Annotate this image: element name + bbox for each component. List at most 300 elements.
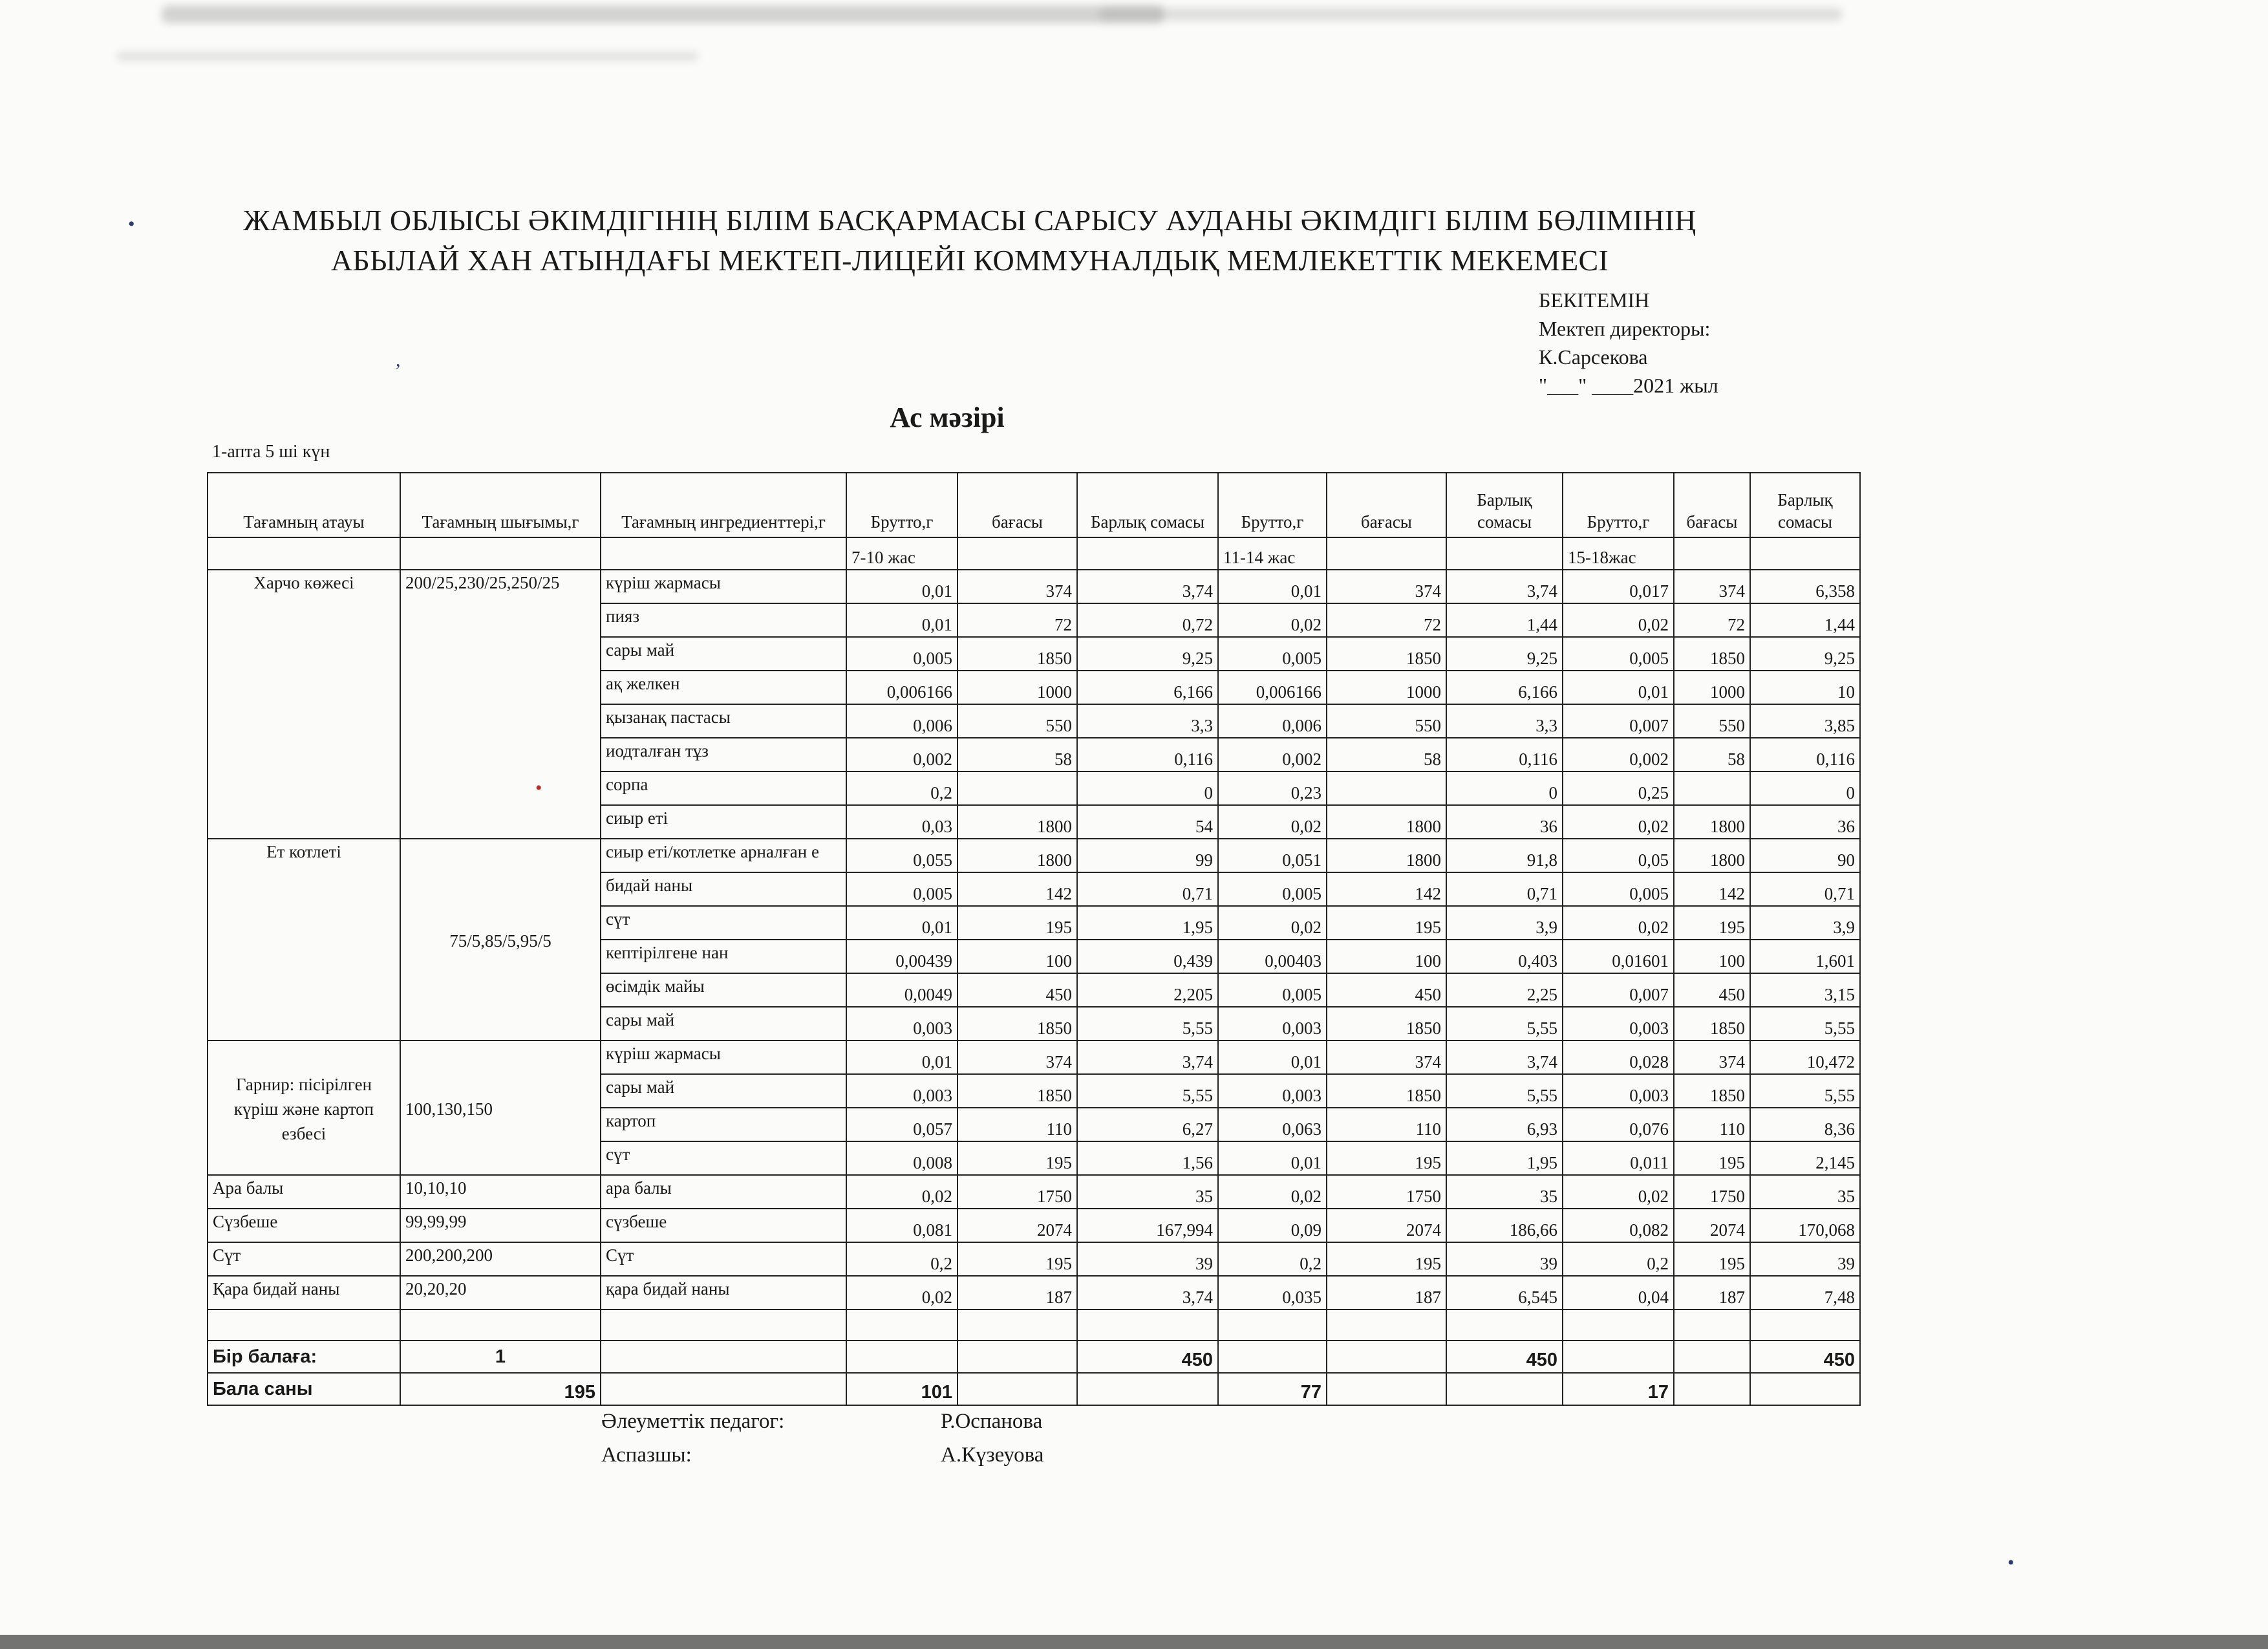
value-cell: 187 bbox=[957, 1276, 1077, 1310]
value-cell: 91,8 bbox=[1446, 839, 1563, 872]
age-group-row bbox=[208, 537, 1860, 570]
empty-cell bbox=[1327, 1373, 1446, 1405]
signatures bbox=[601, 1405, 1043, 1472]
empty-cell bbox=[1674, 1341, 1750, 1373]
empty-cell bbox=[1563, 1310, 1674, 1341]
value-cell: 0,005 bbox=[1218, 637, 1327, 671]
value-cell: 3,74 bbox=[1077, 1276, 1218, 1310]
value-cell: 0,04 bbox=[1563, 1276, 1674, 1310]
value-cell: 1,95 bbox=[1446, 1141, 1563, 1175]
value-cell: 0,005 bbox=[846, 637, 957, 671]
ingredient-name: кептірілгене нан bbox=[601, 940, 846, 973]
table-row bbox=[208, 1040, 1860, 1074]
signature-role: Аспазшы: bbox=[601, 1443, 692, 1467]
value-cell: 5,55 bbox=[1750, 1074, 1860, 1108]
value-cell: 0,403 bbox=[1446, 940, 1563, 973]
value-cell: 374 bbox=[957, 1040, 1077, 1074]
value-cell: 5,55 bbox=[1077, 1007, 1218, 1040]
value-cell: 0,2 bbox=[1218, 1242, 1327, 1276]
value-cell: 6,27 bbox=[1077, 1108, 1218, 1141]
value-cell: 0,028 bbox=[1563, 1040, 1674, 1074]
value-cell: 7,48 bbox=[1750, 1276, 1860, 1310]
value-cell: 0,0049 bbox=[846, 973, 957, 1007]
empty-cell bbox=[957, 1310, 1077, 1341]
signature-role: Әлеуметтік педагог: bbox=[601, 1410, 785, 1433]
value-cell: 0,02 bbox=[1218, 1175, 1327, 1209]
empty-cell bbox=[208, 1310, 400, 1341]
empty-cell bbox=[1077, 1373, 1218, 1405]
value-cell: 0,017 bbox=[1563, 570, 1674, 603]
dish-name: Сүзбеше bbox=[208, 1209, 400, 1242]
value-cell: 3,15 bbox=[1750, 973, 1860, 1007]
value-cell: 1850 bbox=[957, 637, 1077, 671]
value-cell: 450 bbox=[1327, 973, 1446, 1007]
value-cell: 0 bbox=[1446, 771, 1563, 805]
value-cell: 1750 bbox=[957, 1175, 1077, 1209]
value-cell: 0,05 bbox=[1563, 839, 1674, 872]
value-cell: 6,358 bbox=[1750, 570, 1860, 603]
dish-name: Гарнир: пісірілген күріш және картоп езбесі bbox=[208, 1040, 400, 1175]
value-cell: 0,03 bbox=[846, 805, 957, 839]
value-cell: 0,02 bbox=[846, 1276, 957, 1310]
value-cell: 0,01 bbox=[1218, 570, 1327, 603]
value-cell: 0,2 bbox=[846, 1242, 957, 1276]
value-cell: 0,02 bbox=[1218, 906, 1327, 940]
empty-cell bbox=[400, 1310, 601, 1341]
empty-cell bbox=[1218, 1310, 1327, 1341]
empty-cell bbox=[601, 1373, 846, 1405]
empty-cell bbox=[601, 537, 846, 570]
value-cell: 0,116 bbox=[1446, 738, 1563, 771]
value-cell: 6,93 bbox=[1446, 1108, 1563, 1141]
empty-cell bbox=[1750, 1373, 1860, 1405]
column-header: бағасы bbox=[1327, 473, 1446, 537]
value-cell: 10 bbox=[1750, 671, 1860, 704]
value-cell: 36 bbox=[1446, 805, 1563, 839]
scan-smudge-top-3 bbox=[1099, 8, 1843, 21]
table-row bbox=[208, 570, 1860, 603]
value-cell: 0,71 bbox=[1750, 872, 1860, 906]
value-cell: 58 bbox=[1327, 738, 1446, 771]
value-cell: 3,3 bbox=[1077, 704, 1218, 738]
value-cell: 100 bbox=[1327, 940, 1446, 973]
value-cell: 0,01 bbox=[846, 906, 957, 940]
child-count-group: 101 bbox=[846, 1373, 957, 1405]
menu-table bbox=[207, 472, 1861, 1406]
table-row bbox=[208, 1209, 1860, 1242]
value-cell: 450 bbox=[1674, 973, 1750, 1007]
value-cell: 142 bbox=[957, 872, 1077, 906]
signature-row bbox=[601, 1438, 1043, 1472]
empty-cell bbox=[1446, 1373, 1563, 1405]
value-cell: 9,25 bbox=[1750, 637, 1860, 671]
value-cell: 1800 bbox=[1327, 805, 1446, 839]
value-cell: 1850 bbox=[1327, 637, 1446, 671]
value-cell: 5,55 bbox=[1077, 1074, 1218, 1108]
ingredient-name: сорпа bbox=[601, 771, 846, 805]
value-cell: 1850 bbox=[1327, 1007, 1446, 1040]
ingredient-name: сары май bbox=[601, 1074, 846, 1108]
value-cell: 0,035 bbox=[1218, 1276, 1327, 1310]
value-cell: 0,02 bbox=[1563, 603, 1674, 637]
value-cell: 0,01601 bbox=[1563, 940, 1674, 973]
ingredient-name: сүт bbox=[601, 1141, 846, 1175]
value-cell: 90 bbox=[1750, 839, 1860, 872]
approval-heading: БЕКІТЕМІН bbox=[1539, 288, 1650, 312]
per-child-row bbox=[208, 1341, 1860, 1373]
value-cell: 3,85 bbox=[1750, 704, 1860, 738]
value-cell: 1000 bbox=[1674, 671, 1750, 704]
menu-table-body bbox=[208, 473, 1860, 1405]
column-header: Барлық сомасы bbox=[1750, 473, 1860, 537]
value-cell: 550 bbox=[1674, 704, 1750, 738]
column-header: Брутто,г bbox=[846, 473, 957, 537]
value-cell: 0,005 bbox=[1563, 872, 1674, 906]
value-cell: 0,055 bbox=[846, 839, 957, 872]
value-cell: 9,25 bbox=[1077, 637, 1218, 671]
ingredient-name: пияз bbox=[601, 603, 846, 637]
value-cell: 142 bbox=[1674, 872, 1750, 906]
value-cell: 0,002 bbox=[846, 738, 957, 771]
empty-cell bbox=[1750, 1310, 1860, 1341]
child-count-label: Бала саны bbox=[208, 1373, 400, 1405]
dish-yield: 75/5,85/5,95/5 bbox=[400, 839, 601, 1040]
child-count-group: 77 bbox=[1218, 1373, 1327, 1405]
empty-cell bbox=[846, 1341, 957, 1373]
value-cell: 0,006 bbox=[1218, 704, 1327, 738]
table-row bbox=[208, 1276, 1860, 1310]
approval-date: "___" ____2021 жыл bbox=[1539, 374, 1718, 397]
value-cell: 0,02 bbox=[846, 1175, 957, 1209]
value-cell: 110 bbox=[957, 1108, 1077, 1141]
value-cell: 1,44 bbox=[1446, 603, 1563, 637]
value-cell: 0,02 bbox=[1563, 805, 1674, 839]
dish-yield: 100,130,150 bbox=[400, 1040, 601, 1175]
value-cell: 1000 bbox=[957, 671, 1077, 704]
signature-row bbox=[601, 1405, 1043, 1438]
approval-position: Мектеп директоры: bbox=[1539, 317, 1711, 340]
empty-cell bbox=[1563, 1341, 1674, 1373]
table-row bbox=[208, 839, 1860, 872]
column-header: Барлық сомасы bbox=[1446, 473, 1563, 537]
empty-cell bbox=[400, 537, 601, 570]
menu-title: Ас мәзірі bbox=[890, 402, 1005, 433]
value-cell: 0,003 bbox=[846, 1074, 957, 1108]
value-cell: 0,003 bbox=[1218, 1074, 1327, 1108]
value-cell: 0,02 bbox=[1218, 603, 1327, 637]
empty-cell bbox=[1327, 1310, 1446, 1341]
ingredient-name: ақ желкен bbox=[601, 671, 846, 704]
value-cell: 1800 bbox=[1674, 839, 1750, 872]
value-cell: 550 bbox=[957, 704, 1077, 738]
value-cell: 195 bbox=[1327, 1242, 1446, 1276]
value-cell: 2074 bbox=[1327, 1209, 1446, 1242]
ingredient-name: сары май bbox=[601, 1007, 846, 1040]
empty-cell bbox=[1218, 1341, 1327, 1373]
value-cell: 0,063 bbox=[1218, 1108, 1327, 1141]
signature-name: А.Күзеуова bbox=[941, 1443, 1044, 1467]
ingredient-name: Сүт bbox=[601, 1242, 846, 1276]
value-cell: 0,02 bbox=[1563, 906, 1674, 940]
scan-smudge-top-2 bbox=[116, 52, 698, 61]
empty-cell bbox=[1674, 537, 1750, 570]
value-cell: 195 bbox=[1674, 1242, 1750, 1276]
column-header: Брутто,г bbox=[1563, 473, 1674, 537]
value-cell: 0,02 bbox=[1218, 805, 1327, 839]
empty-cell bbox=[601, 1310, 846, 1341]
value-cell: 110 bbox=[1674, 1108, 1750, 1141]
empty-cell bbox=[1446, 1310, 1563, 1341]
child-count-total: 195 bbox=[400, 1373, 601, 1405]
week-label: 1-апта 5 ші күн bbox=[212, 442, 330, 462]
value-cell: 0,003 bbox=[1218, 1007, 1327, 1040]
value-cell: 72 bbox=[1674, 603, 1750, 637]
value-cell: 1800 bbox=[1327, 839, 1446, 872]
dish-yield: 200/25,230/25,250/25 bbox=[400, 570, 601, 839]
empty-cell bbox=[957, 537, 1077, 570]
value-cell: 1,56 bbox=[1077, 1141, 1218, 1175]
scan-smudge-top bbox=[162, 5, 1164, 23]
value-cell: 0,005 bbox=[1218, 973, 1327, 1007]
column-header: бағасы bbox=[1674, 473, 1750, 537]
approval-block bbox=[1539, 286, 1862, 400]
column-header: бағасы bbox=[957, 473, 1077, 537]
value-cell: 0,01 bbox=[846, 603, 957, 637]
value-cell: 2,205 bbox=[1077, 973, 1218, 1007]
value-cell: 0,057 bbox=[846, 1108, 957, 1141]
empty-cell bbox=[1674, 1373, 1750, 1405]
value-cell: 0,003 bbox=[1563, 1074, 1674, 1108]
value-cell: 6,166 bbox=[1446, 671, 1563, 704]
column-header: Тағамның атауы bbox=[208, 473, 400, 537]
value-cell: 10,472 bbox=[1750, 1040, 1860, 1074]
dish-yield: 10,10,10 bbox=[400, 1175, 601, 1209]
value-cell: 6,545 bbox=[1446, 1276, 1563, 1310]
value-cell: 0,439 bbox=[1077, 940, 1218, 973]
value-cell: 0,71 bbox=[1077, 872, 1218, 906]
scan-mark: • bbox=[128, 213, 135, 235]
value-cell: 1,95 bbox=[1077, 906, 1218, 940]
value-cell: 6,166 bbox=[1077, 671, 1218, 704]
ingredient-name: күріш жармасы bbox=[601, 570, 846, 603]
value-cell bbox=[1674, 771, 1750, 805]
value-cell: 5,55 bbox=[1446, 1074, 1563, 1108]
scan-bottom-edge bbox=[0, 1635, 2268, 1649]
value-cell: 3,9 bbox=[1750, 906, 1860, 940]
value-cell: 3,3 bbox=[1446, 704, 1563, 738]
value-cell: 2,145 bbox=[1750, 1141, 1860, 1175]
value-cell: 100 bbox=[957, 940, 1077, 973]
empty-cell bbox=[1750, 537, 1860, 570]
child-count-group: 17 bbox=[1563, 1373, 1674, 1405]
value-cell: 0,01 bbox=[1563, 671, 1674, 704]
value-cell: 0,116 bbox=[1750, 738, 1860, 771]
value-cell: 0,02 bbox=[1563, 1175, 1674, 1209]
value-cell: 170,068 bbox=[1750, 1209, 1860, 1242]
value-cell: 195 bbox=[1674, 906, 1750, 940]
value-cell: 374 bbox=[957, 570, 1077, 603]
value-cell: 195 bbox=[1327, 1141, 1446, 1175]
signature-name: Р.Оспанова bbox=[941, 1410, 1043, 1433]
value-cell: 0 bbox=[1077, 771, 1218, 805]
value-cell: 0,72 bbox=[1077, 603, 1218, 637]
dish-name: Ет котлеті bbox=[208, 839, 400, 1040]
ingredient-name: сиыр еті/котлетке арналған е bbox=[601, 839, 846, 872]
value-cell: 0,082 bbox=[1563, 1209, 1674, 1242]
column-header: Брутто,г bbox=[1218, 473, 1327, 537]
value-cell: 8,36 bbox=[1750, 1108, 1860, 1141]
value-cell: 450 bbox=[957, 973, 1077, 1007]
total-cell: 450 bbox=[1750, 1341, 1860, 1373]
ingredient-name: күріш жармасы bbox=[601, 1040, 846, 1074]
empty-cell bbox=[601, 1341, 846, 1373]
ingredient-name: ара балы bbox=[601, 1175, 846, 1209]
value-cell: 1850 bbox=[1674, 1074, 1750, 1108]
value-cell: 195 bbox=[1674, 1141, 1750, 1175]
value-cell: 374 bbox=[1327, 570, 1446, 603]
value-cell: 0,006 bbox=[846, 704, 957, 738]
value-cell: 0,007 bbox=[1563, 704, 1674, 738]
value-cell: 142 bbox=[1327, 872, 1446, 906]
column-header: Тағамның шығымы,г bbox=[400, 473, 601, 537]
dish-name: Қара бидай наны bbox=[208, 1276, 400, 1310]
value-cell: 0,01 bbox=[1218, 1040, 1327, 1074]
value-cell: 1,601 bbox=[1750, 940, 1860, 973]
empty-cell bbox=[1327, 537, 1446, 570]
value-cell: 5,55 bbox=[1750, 1007, 1860, 1040]
value-cell: 1800 bbox=[957, 839, 1077, 872]
value-cell: 0,003 bbox=[846, 1007, 957, 1040]
value-cell: 36 bbox=[1750, 805, 1860, 839]
empty-cell bbox=[1327, 1341, 1446, 1373]
value-cell: 0,09 bbox=[1218, 1209, 1327, 1242]
table-row bbox=[208, 1242, 1860, 1276]
empty-cell bbox=[208, 537, 400, 570]
value-cell: 195 bbox=[957, 1141, 1077, 1175]
dish-name: Ара балы bbox=[208, 1175, 400, 1209]
value-cell: 0,2 bbox=[846, 771, 957, 805]
value-cell: 374 bbox=[1674, 1040, 1750, 1074]
value-cell: 0,006166 bbox=[1218, 671, 1327, 704]
value-cell: 54 bbox=[1077, 805, 1218, 839]
value-cell: 0,005 bbox=[846, 872, 957, 906]
value-cell: 374 bbox=[1327, 1040, 1446, 1074]
ingredient-name: сары май bbox=[601, 637, 846, 671]
value-cell: 3,9 bbox=[1446, 906, 1563, 940]
scan-mark: • bbox=[2007, 1552, 2015, 1573]
value-cell: 195 bbox=[957, 906, 1077, 940]
value-cell: 0,051 bbox=[1218, 839, 1327, 872]
empty-cell bbox=[1077, 1310, 1218, 1341]
value-cell: 0,005 bbox=[1563, 637, 1674, 671]
spacer-row bbox=[208, 1310, 1860, 1341]
value-cell: 0,00403 bbox=[1218, 940, 1327, 973]
value-cell: 1750 bbox=[1674, 1175, 1750, 1209]
dish-name: Сүт bbox=[208, 1242, 400, 1276]
dish-yield: 200,200,200 bbox=[400, 1242, 601, 1276]
empty-cell bbox=[1446, 537, 1563, 570]
age-group-label: 15-18жас bbox=[1563, 537, 1674, 570]
value-cell: 39 bbox=[1750, 1242, 1860, 1276]
value-cell: 0,2 bbox=[1563, 1242, 1674, 1276]
value-cell: 0,25 bbox=[1563, 771, 1674, 805]
value-cell: 3,74 bbox=[1077, 1040, 1218, 1074]
value-cell: 187 bbox=[1674, 1276, 1750, 1310]
value-cell: 1750 bbox=[1327, 1175, 1446, 1209]
column-header: Тағамның ингредиенттері,г bbox=[601, 473, 846, 537]
value-cell: 0,01 bbox=[1218, 1141, 1327, 1175]
value-cell: 58 bbox=[957, 738, 1077, 771]
empty-cell bbox=[1077, 537, 1218, 570]
value-cell: 0 bbox=[1750, 771, 1860, 805]
institution-title bbox=[129, 200, 1810, 281]
scan-mark: , bbox=[396, 349, 401, 371]
value-cell: 3,74 bbox=[1446, 570, 1563, 603]
per-child-count: 1 bbox=[400, 1341, 601, 1373]
column-header: Барлық сомасы bbox=[1077, 473, 1218, 537]
value-cell: 0,116 bbox=[1077, 738, 1218, 771]
ingredient-name: картоп bbox=[601, 1108, 846, 1141]
dish-yield: 20,20,20 bbox=[400, 1276, 601, 1310]
total-cell: 450 bbox=[1077, 1341, 1218, 1373]
value-cell: 3,74 bbox=[1446, 1040, 1563, 1074]
value-cell: 0,01 bbox=[846, 1040, 957, 1074]
value-cell: 35 bbox=[1750, 1175, 1860, 1209]
ingredient-name: сүзбеше bbox=[601, 1209, 846, 1242]
value-cell: 0,005 bbox=[1218, 872, 1327, 906]
empty-cell bbox=[957, 1373, 1077, 1405]
value-cell: 187 bbox=[1327, 1276, 1446, 1310]
value-cell: 5,55 bbox=[1446, 1007, 1563, 1040]
value-cell: 0,01 bbox=[846, 570, 957, 603]
per-child-label: Бір балаға: bbox=[208, 1341, 400, 1373]
value-cell: 0,008 bbox=[846, 1141, 957, 1175]
value-cell: 374 bbox=[1674, 570, 1750, 603]
value-cell: 39 bbox=[1446, 1242, 1563, 1276]
value-cell: 0,007 bbox=[1563, 973, 1674, 1007]
value-cell: 550 bbox=[1327, 704, 1446, 738]
value-cell: 1800 bbox=[1674, 805, 1750, 839]
approval-name: К.Сарсекова bbox=[1539, 345, 1648, 369]
ingredient-name: өсімдік майы bbox=[601, 973, 846, 1007]
value-cell: 2074 bbox=[1674, 1209, 1750, 1242]
value-cell: 1,44 bbox=[1750, 603, 1860, 637]
value-cell: 3,74 bbox=[1077, 570, 1218, 603]
value-cell: 1850 bbox=[1674, 1007, 1750, 1040]
value-cell bbox=[957, 771, 1077, 805]
value-cell: 1000 bbox=[1327, 671, 1446, 704]
age-group-label: 7-10 жас bbox=[846, 537, 957, 570]
total-cell: 450 bbox=[1446, 1341, 1563, 1373]
dish-name: Харчо көжесі bbox=[208, 570, 400, 839]
table-header-row bbox=[208, 473, 1860, 537]
value-cell: 2,25 bbox=[1446, 973, 1563, 1007]
institution-title-line-2: АБЫЛАЙ ХАН АТЫНДАҒЫ МЕКТЕП-ЛИЦЕЙІ КОММУНАЛДЫҚ МЕМЛЕКЕТТІК МЕКЕМЕСІ bbox=[330, 244, 1609, 277]
value-cell: 72 bbox=[1327, 603, 1446, 637]
empty-cell bbox=[957, 1341, 1077, 1373]
value-cell: 0,002 bbox=[1218, 738, 1327, 771]
value-cell: 1850 bbox=[1674, 637, 1750, 671]
value-cell: 1850 bbox=[957, 1074, 1077, 1108]
value-cell: 0,076 bbox=[1563, 1108, 1674, 1141]
scan-mark: • bbox=[535, 777, 542, 799]
value-cell: 99 bbox=[1077, 839, 1218, 872]
value-cell bbox=[1327, 771, 1446, 805]
value-cell: 0,081 bbox=[846, 1209, 957, 1242]
value-cell: 195 bbox=[957, 1242, 1077, 1276]
value-cell: 72 bbox=[957, 603, 1077, 637]
value-cell: 39 bbox=[1077, 1242, 1218, 1276]
